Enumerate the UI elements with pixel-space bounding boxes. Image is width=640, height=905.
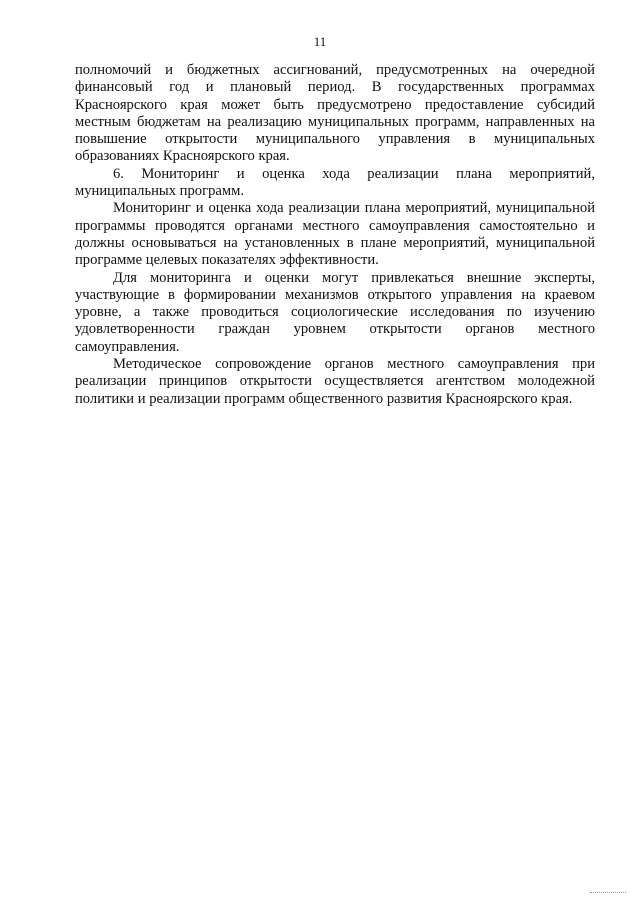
paragraph-monitoring: Мониторинг и оценка хода реализации плана мероприятий, муниципальной программы проводятся органами местного самоуправления самостоятельно и должны основываться на установленных в плане мероприятий, муниципальной программе целевых показателях эффективности. (75, 200, 595, 269)
paragraph-section-6-heading: 6. Мониторинг и оценка хода реализации плана мероприятий, муниципальных программ. (75, 165, 595, 200)
scan-artifact (590, 892, 626, 895)
paragraph-methodological-support: Методическое сопровождение органов местного самоуправления при реализации принципов открытости осуществляется агентством молодежной политики и реализации программ общественного развития Красноярского края. (75, 356, 595, 407)
paragraph-external-experts: Для мониторинга и оценки могут привлекаться внешние эксперты, участвующие в формировании механизмов открытого управления на краевом уровне, а также проводиться социологические исследования по изучению удовлетворенности граждан уровнем открытости органов местного самоуправления. (75, 269, 595, 355)
paragraph-continuation: полномочий и бюджетных ассигнований, предусмотренных на очередной финансовый год и плановый период. В государственных программах Красноярского края может быть предусмотрено предоставление субсидий местным бюджетам на реализацию муниципальных программ, направленных на повышение открытости муниципального управления в муниципальных образованиях Красноярского края. (75, 62, 595, 165)
document-body (75, 62, 595, 408)
page-number: 11 (313, 34, 327, 49)
